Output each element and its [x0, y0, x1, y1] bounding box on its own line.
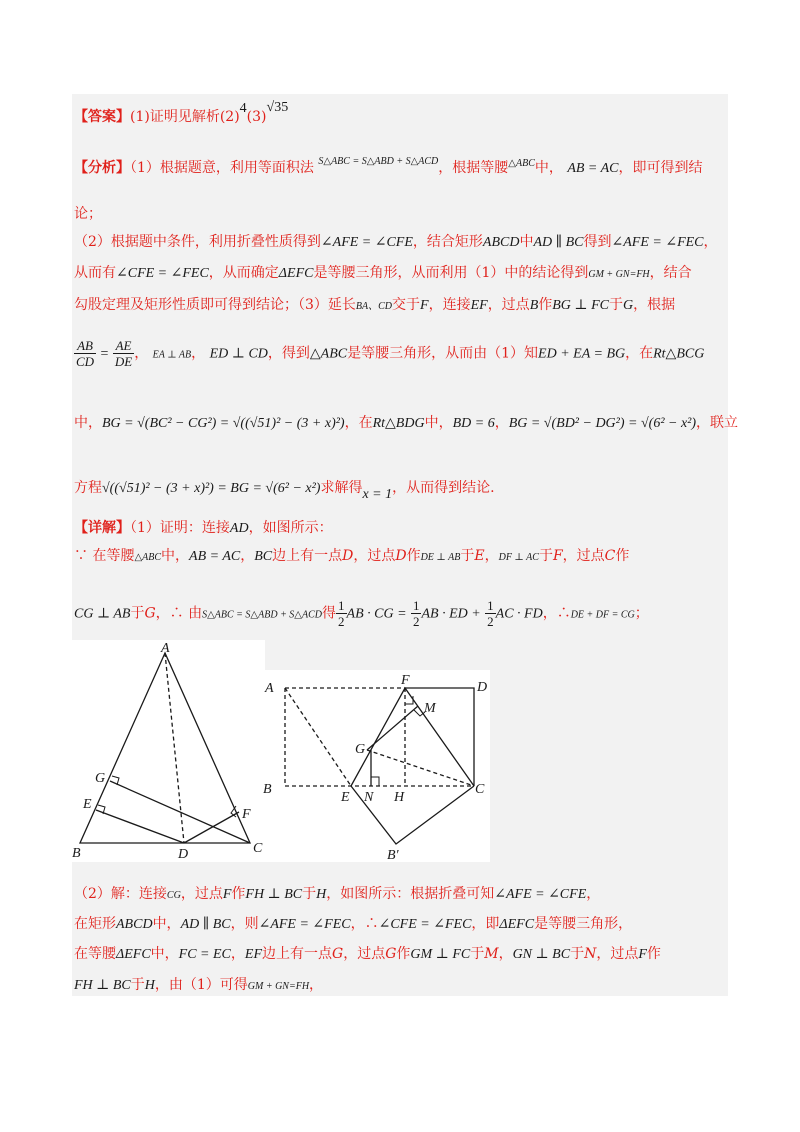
figure-triangle-svg [72, 640, 265, 862]
detail-line-2 [74, 546, 629, 568]
triangle-abc: △ABC [134, 552, 162, 563]
frac-num: 1 [338, 598, 345, 613]
label-d: D [178, 847, 189, 862]
analysis-text: 勾股定理及矩形性质即可得到结论；（3）延长 [74, 297, 356, 313]
point-f: F [552, 548, 563, 564]
frac-den: CD [76, 354, 95, 369]
eq-cfe-fec: ∠CFE = ∠FEC [378, 917, 472, 932]
eq-afe-cfe: ∠AFE = ∠CFE [494, 887, 587, 902]
label-b: B [72, 846, 81, 861]
analysis-text: 交于 [392, 297, 421, 313]
detail-text: 于 [130, 605, 145, 622]
point-c: C [604, 548, 616, 564]
analysis-text: ，连接 [428, 297, 471, 313]
eq-bd-6: BD = 6 [452, 416, 495, 431]
analysis-text: （2）根据题中条件，利用折叠性质得到 [74, 234, 321, 250]
part2-text: （2）解：连接 [74, 886, 167, 902]
perp-fh-bc: FH ⊥ BC [245, 887, 303, 902]
analysis-text: 中 [519, 234, 534, 250]
detail-text: ，如图所示： [248, 520, 333, 536]
part2-line-2 [74, 914, 632, 935]
perp-bg-fc: BG ⊥ FC [552, 298, 609, 313]
point-g: G [332, 946, 344, 962]
parallel-ad-bc: AD ∥ BC [180, 917, 231, 932]
figure-rectangle-fold [263, 670, 490, 862]
analysis-text: ， [703, 234, 718, 250]
perp-cg-ab: CG ⊥ AB [74, 606, 131, 622]
detail-text: ， [240, 548, 255, 564]
part2-text: ，如图所示：根据折叠可知 [326, 886, 495, 902]
part2-text: 中， [152, 916, 181, 932]
analysis-text: 是等腰三角形，从而由（1）知 [347, 345, 539, 362]
eq-gm-gn-fh: GM + GN=FH [247, 981, 310, 992]
analysis-text: ，从而得到结论. [392, 480, 495, 496]
label-b-prime: B′ [387, 848, 399, 862]
label-a: A [161, 641, 170, 656]
analysis-text: ， [134, 345, 149, 362]
answer-line [74, 100, 289, 128]
analysis-text: 中， [74, 415, 102, 431]
part2-text: 于 [570, 946, 585, 962]
segment-de [96, 810, 184, 843]
point-f: F [222, 887, 232, 902]
label-e: E [83, 797, 92, 812]
part2-text: ， [309, 977, 324, 993]
part2-line-4 [74, 975, 323, 997]
label-g: G [355, 742, 366, 757]
answer-text: (1)证明见解析(2) [130, 109, 240, 125]
part2-text: 于 [302, 886, 317, 902]
detail-line-1 [74, 518, 333, 539]
frac-den: DE [114, 354, 133, 369]
detail-text: ，∴ [542, 605, 571, 622]
analysis-text: （1）根据题意，利用等面积法 [130, 160, 314, 176]
frac-num: 1 [487, 598, 494, 613]
part2-text: 于 [470, 946, 485, 962]
segment-ad: AD [229, 521, 249, 536]
analysis-text: 是等腰三角形，从而利用（1）中的结论得到 [313, 265, 589, 281]
part2-text: 是等腰三角形， [534, 916, 633, 932]
point-m: M [484, 946, 499, 962]
eq-afe-fec: ∠AFE = ∠FEC [611, 235, 704, 250]
triangle-efc: ΔEFC [499, 917, 535, 932]
perp-gn-bc: GN ⊥ BC [512, 947, 571, 962]
part2-text: ， [498, 946, 513, 962]
eq-cfe-fec: ∠CFE = ∠FEC [116, 266, 209, 281]
parallel-ad-bc: AD ∥ BC [533, 235, 584, 250]
analysis-text: 作 [538, 297, 553, 313]
eq-afe-cfe: ∠AFE = ∠CFE [320, 235, 413, 250]
fraction-ae-de [113, 338, 134, 369]
segment-bc: BC [254, 549, 273, 564]
part2-text: 作 [396, 946, 411, 962]
analysis-line-7: 中，BG = √(BC² − CG²) = √((√51)² − (3 + x)²)，在Rt△BDG中，BD = 6，BG = √(BD² − DG²) = √(6² − x²)，联立 [74, 415, 739, 431]
frac-num: AE [113, 338, 134, 354]
part2-text: ，过点 [596, 946, 639, 962]
eq-system: √((√51)² − (3 + x)²) = BG = √(6² − x²) [102, 481, 321, 496]
part2-text: 作 [231, 886, 246, 902]
detail-text: ∵ 在等腰 [74, 548, 135, 564]
point-d: D [395, 548, 407, 564]
answer-three: (3) [246, 109, 267, 125]
analysis-text: ，得到 [267, 345, 310, 362]
detail-text: ； [634, 605, 649, 622]
term: AB · ED + [421, 606, 481, 622]
analysis-text: 方程 [74, 480, 102, 496]
point-e: E [474, 548, 485, 564]
point-g: G [385, 946, 397, 962]
detail-line-3 [74, 598, 649, 632]
frac-den: 2 [412, 614, 420, 629]
segment-ef: EF [244, 947, 263, 962]
eq-ab-ac: AB = AC [567, 161, 619, 176]
label-m: M [424, 701, 436, 716]
rt-bcg: Rt△BCG [653, 346, 705, 362]
perp-ed-cd: ED ⊥ CD [209, 346, 268, 362]
analysis-text: ，根据 [633, 297, 676, 313]
detail-text: ，∴ 由 [155, 605, 203, 622]
frac-num: 1 [412, 598, 420, 613]
part2-text: 于 [130, 977, 145, 993]
triangle-abc: △ABC [309, 346, 348, 362]
eq-gm-gn-fh: GM + GN=FH [588, 269, 650, 280]
perp-de-ab: DE ⊥ AB [420, 552, 461, 563]
segment-cg: CG [166, 890, 181, 901]
label-g: G [95, 771, 106, 786]
part2-line-3 [74, 944, 661, 965]
label-d: D [477, 680, 488, 695]
eq-bg-1: BG = √(BC² − CG²) = √((√51)² − (3 + x)²) [102, 416, 345, 431]
segment-df [184, 812, 239, 843]
frac-num: AB [74, 338, 96, 354]
analysis-text: ，结合矩形 [412, 234, 483, 250]
detail-text: 边上有一点 [272, 548, 343, 564]
analysis-line-8 [74, 478, 495, 502]
segment-ae [285, 688, 351, 786]
label-a: A [265, 681, 274, 696]
part2-text: ，即 [471, 916, 500, 932]
perp-df-ac: DF ⊥ AC [498, 552, 539, 563]
analysis-text: ，在 [344, 415, 373, 431]
part2-text: ，过点 [343, 946, 386, 962]
eq-de-df-cg: DE + DF = CG [570, 609, 635, 621]
figure-rectangle-svg [263, 670, 490, 862]
analysis-text: ，根据等腰 [438, 160, 509, 176]
part2-text: ， [586, 886, 601, 902]
analysis-line-5 [74, 295, 675, 317]
analysis-text: ，即可得到结 [618, 160, 703, 176]
rect-abcd: ABCD [482, 235, 520, 250]
point-h: H [316, 887, 327, 902]
eq-fc-ec: FC = EC [178, 947, 231, 962]
detail-text: ，过点 [353, 548, 396, 564]
detail-label: 【详解】 [74, 520, 130, 536]
fraction-ab-cd [74, 338, 96, 369]
detail-text: 作 [406, 548, 421, 564]
label-n: N [364, 790, 374, 805]
eq-ab-ac: AB = AC [189, 549, 241, 564]
part2-text: ，由（1）可得 [154, 977, 248, 993]
part2-text: 中， [150, 946, 179, 962]
right-angle-n [371, 777, 379, 786]
eq-afe-fec: ∠AFE = ∠FEC [258, 917, 351, 932]
fraction-half [411, 598, 422, 629]
frac-den: 2 [338, 614, 345, 629]
part2-text: 作 [646, 946, 661, 962]
part2-text: ， [230, 946, 245, 962]
detail-text: 于 [460, 548, 475, 564]
term: AC · FD [495, 606, 543, 622]
triangle-efc: ΔEFC [116, 947, 151, 962]
triangle-abc: △ABC [508, 158, 535, 169]
label-f: F [242, 807, 251, 822]
point-g: G [622, 298, 634, 313]
label-h: H [394, 790, 405, 805]
answer-label: 【答案】 [74, 109, 130, 125]
point-b: B [529, 298, 539, 313]
analysis-text: ，过点 [487, 297, 530, 313]
label-c: C [253, 841, 263, 856]
part2-text: ，过点 [180, 886, 223, 902]
part2-text: ，则 [230, 916, 259, 932]
perp-ea-ab: EA ⊥ AB [152, 349, 192, 361]
part2-text: 在矩形 [74, 916, 116, 932]
analysis-text: 中， [534, 160, 563, 176]
point-f: F [638, 947, 647, 962]
point-f: F [420, 298, 429, 313]
term: AB · CG = [346, 606, 407, 622]
label-c: C [475, 782, 485, 797]
part2-line-1 [74, 884, 600, 906]
point-d: D [342, 548, 354, 564]
analysis-text: 从而有 [74, 265, 116, 281]
analysis-text: ，在 [625, 345, 654, 362]
analysis-line-3 [74, 232, 718, 253]
triangle-outline [80, 653, 250, 843]
label-e: E [341, 790, 350, 805]
area-formula: S△ABC = S△ABD + S△ACD [202, 609, 323, 621]
segment-cg [110, 781, 250, 843]
rt-bdg: Rt△BDG [372, 416, 425, 431]
analysis-line-1 [74, 158, 703, 180]
eq-bg-2: BG = √(BD² − DG²) = √(6² − x²) [508, 416, 697, 431]
segment-gc [367, 750, 474, 786]
analysis-text: ，联立 [696, 415, 739, 431]
label-f: F [401, 673, 410, 688]
analysis-line-4 [74, 263, 692, 285]
analysis-text: 中， [424, 415, 453, 431]
frac-den: 2 [487, 614, 494, 629]
analysis-label: 【分析】 [74, 160, 130, 176]
figure-triangle [72, 640, 265, 862]
detail-text: 作 [615, 548, 630, 564]
detail-text: 得 [322, 605, 337, 622]
analysis-text: ，结合 [649, 265, 692, 281]
analysis-line-6: $\frac{AB}{CD}$ = $\frac{AE}{DE}$ ， EA ⊥ AB， ED ⊥ CD，得到△ABC是等腰三角形，从而由（1）知ED + EA = BG，在Rt△BCG [76, 338, 705, 369]
point-n: N [584, 946, 597, 962]
detail-text: 中， [161, 548, 190, 564]
perp-fh-bc: FH ⊥ BC [74, 978, 131, 993]
area-formula: S△ABC = S△ABD + S△ACD [318, 156, 439, 167]
part2-text: 边上有一点 [262, 946, 333, 962]
eq-x-1: x = 1 [362, 487, 393, 502]
segment-gm [367, 706, 418, 750]
fraction-half [485, 598, 496, 629]
analysis-text: 求解得 [320, 480, 363, 496]
ba-cd: BA、CD [355, 301, 393, 312]
part2-text: 在等腰 [74, 946, 116, 962]
detail-text: ， [484, 548, 499, 564]
detail-text: （1）证明：连接 [130, 520, 230, 536]
analysis-text: ，从而确定 [208, 265, 279, 281]
analysis-text: 于 [608, 297, 623, 313]
segment-ef: EF [470, 298, 488, 313]
detail-text: 于 [538, 548, 553, 564]
answer-four: 4 [239, 101, 247, 116]
fraction-half [336, 598, 347, 629]
analysis-line-2 [74, 204, 102, 224]
segment-ad [165, 653, 184, 843]
analysis-text: 论； [74, 206, 102, 222]
perp-gm-fc: GM ⊥ FC [410, 947, 471, 962]
answer-sqrt35: √35 [266, 100, 289, 115]
point-g: G [144, 605, 156, 622]
label-b: B [263, 782, 272, 797]
rect-abcd: ABCD [116, 917, 153, 932]
triangle-efc: ΔEFC [278, 266, 314, 281]
detail-text: ，过点 [562, 548, 605, 564]
point-h: H [144, 978, 155, 993]
analysis-text: 得到 [583, 234, 612, 250]
part2-text: ，∴ [350, 916, 379, 932]
eq-ed-ea-bg: ED + EA = BG [538, 346, 626, 362]
